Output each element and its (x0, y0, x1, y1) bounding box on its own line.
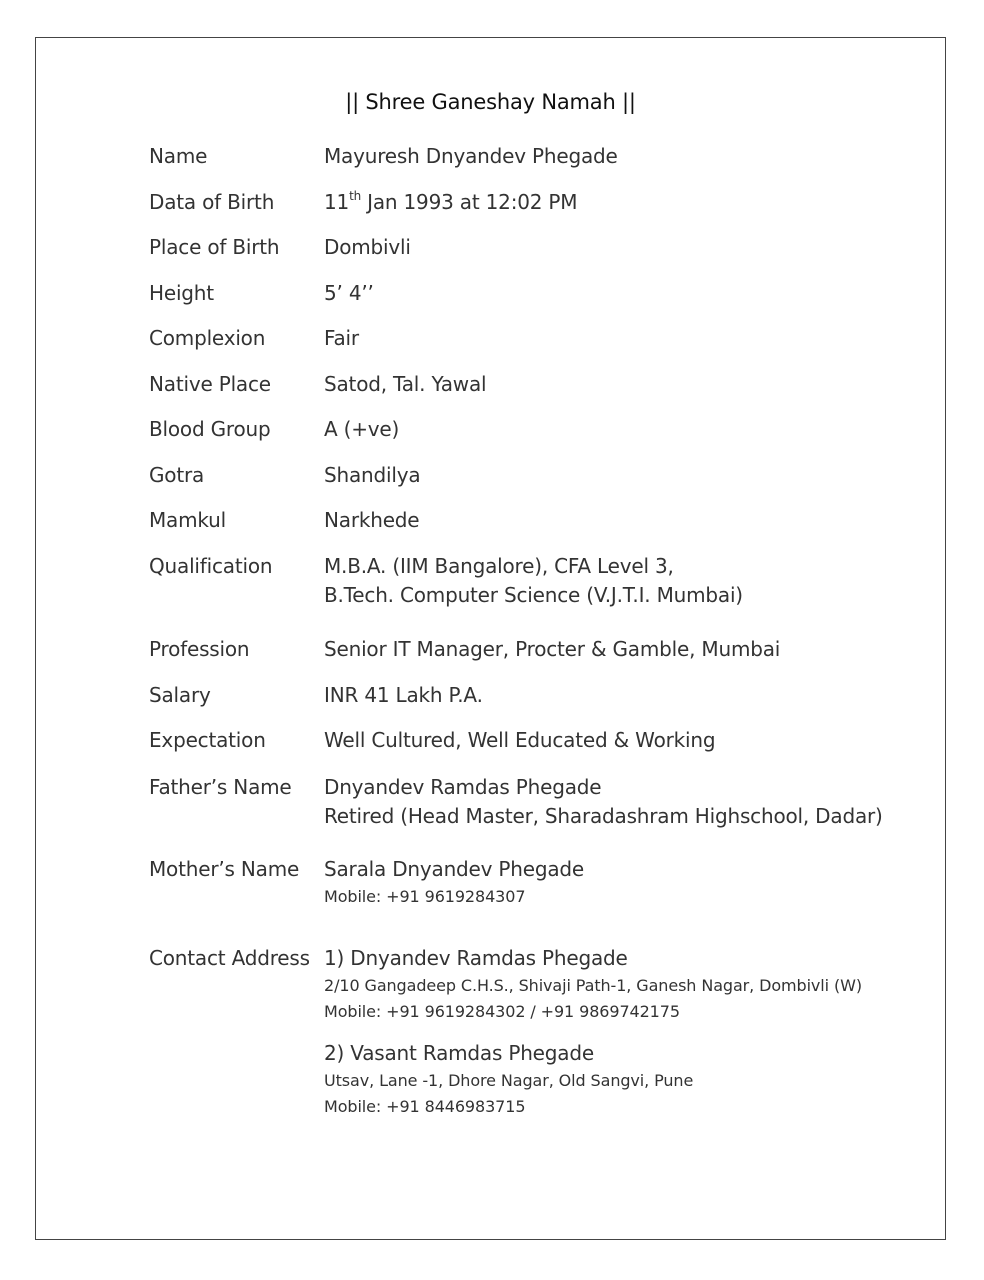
qualification-line2: B.Tech. Computer Science (V.J.T.I. Mumbai) (324, 583, 743, 607)
pob-value: Dombivli (324, 235, 411, 259)
dob-suffix: th (349, 189, 361, 204)
height-value: 5’ 4’’ (324, 281, 374, 305)
mother-mobile: Mobile: +91 9619284307 (324, 887, 526, 906)
salary-label: Salary (149, 683, 211, 707)
contact-2-address: Utsav, Lane -1, Dhore Nagar, Old Sangvi, Pune (324, 1071, 694, 1090)
contact-1-mobile: Mobile: +91 9619284302 / +91 9869742175 (324, 1002, 680, 1021)
contact-2-name: 2) Vasant Ramdas Phegade (324, 1041, 594, 1065)
pob-label: Place of Birth (149, 235, 280, 259)
contact-address-label: Contact Address (149, 946, 310, 970)
qualification-value (324, 552, 743, 610)
mamkul-label: Mamkul (149, 508, 226, 532)
father-name: Dnyandev Ramdas Phegade (324, 775, 602, 799)
father-name-label: Father’s Name (149, 775, 292, 799)
dob-label: Data of Birth (149, 190, 275, 214)
complexion-value: Fair (324, 326, 359, 350)
name-label: Name (149, 144, 208, 168)
biodata-page (35, 37, 946, 1240)
mother-name-label: Mother’s Name (149, 857, 300, 881)
father-name-value (324, 773, 883, 831)
qualification-line1: M.B.A. (IIM Bangalore), CFA Level 3, (324, 554, 674, 578)
native-place-label: Native Place (149, 372, 271, 396)
blood-group-value: A (+ve) (324, 417, 400, 441)
mother-name: Sarala Dnyandev Phegade (324, 857, 585, 881)
contact-2-mobile: Mobile: +91 8446983715 (324, 1097, 526, 1116)
gotra-label: Gotra (149, 463, 205, 487)
name-value: Mayuresh Dnyandev Phegade (324, 144, 618, 168)
father-occupation: Retired (Head Master, Sharadashram Highschool, Dadar) (324, 804, 883, 828)
dob-day: 11 (324, 190, 350, 214)
profession-value: Senior IT Manager, Procter & Gamble, Mumbai (324, 637, 781, 661)
expectation-value: Well Cultured, Well Educated & Working (324, 728, 716, 752)
contact-1-name: 1) Dnyandev Ramdas Phegade (324, 946, 628, 970)
mother-name-value (324, 855, 584, 910)
contact-address-value (324, 944, 862, 1120)
salary-value: INR 41 Lakh P.A. (324, 683, 483, 707)
dob-rest: Jan 1993 at 12:02 PM (360, 190, 578, 214)
height-label: Height (149, 281, 214, 305)
dob-value (324, 188, 577, 217)
qualification-label: Qualification (149, 554, 273, 578)
native-place-value: Satod, Tal. Yawal (324, 372, 487, 396)
profession-label: Profession (149, 637, 250, 661)
page-title: || Shree Ganeshay Namah || (345, 90, 636, 114)
contact-1-address: 2/10 Gangadeep C.H.S., Shivaji Path-1, Ganesh Nagar, Dombivli (W) (324, 976, 862, 995)
blood-group-label: Blood Group (149, 417, 271, 441)
gotra-value: Shandilya (324, 463, 421, 487)
complexion-label: Complexion (149, 326, 266, 350)
expectation-label: Expectation (149, 728, 266, 752)
mamkul-value: Narkhede (324, 508, 420, 532)
